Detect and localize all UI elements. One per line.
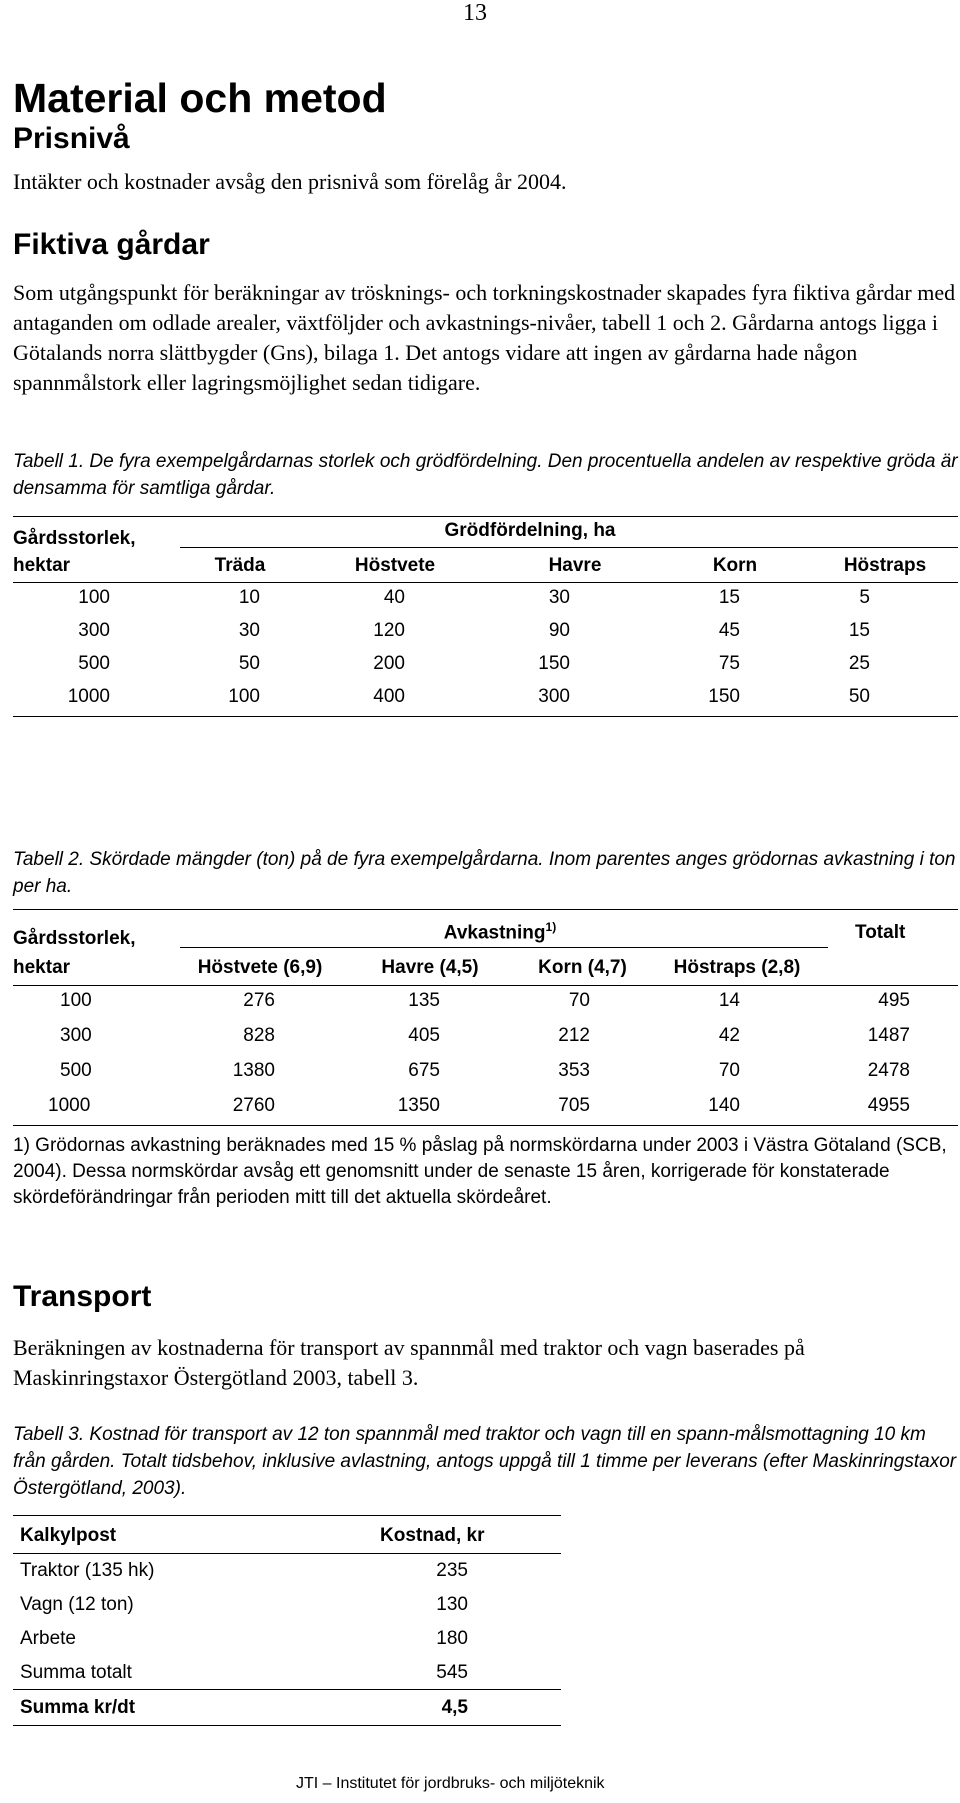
table2-cell: 2760 bbox=[232, 1095, 275, 1116]
table1-cell: 120 bbox=[373, 620, 405, 641]
table1-cell: 10 bbox=[238, 587, 260, 608]
table1-cell: 15 bbox=[848, 620, 870, 641]
page-footer: JTI – Institutet för jordbruks- och miljöteknik bbox=[296, 1775, 605, 1792]
table1-caption: Tabell 1. De fyra exempelgårdarnas storlek och grödfördelning. Den procentuella andelen av respektive gröda är densamma för samtliga gårdar. bbox=[13, 451, 958, 499]
table2-cell: 1350 bbox=[397, 1095, 440, 1116]
table1-cell: 25 bbox=[848, 653, 870, 674]
table3-caption: Tabell 3. Kostnad för transport av 12 ton spannmål med traktor och vagn till en spann-målsmottagning 10 km från gården. Totalt tidsbehov, inklusive avlastning, antogs uppgå till 1 timme per leverans (efter Maskinringstaxor Östergötland, 2003). bbox=[13, 1424, 957, 1499]
table1-cell: 90 bbox=[548, 620, 570, 641]
table2-col-header: Korn (4,7) bbox=[538, 957, 627, 978]
table2-rule-group bbox=[180, 947, 828, 948]
table1-col-header: Höstraps bbox=[843, 555, 927, 576]
table3-rule-top bbox=[13, 1515, 561, 1516]
table1-cell: 5 bbox=[859, 587, 870, 608]
table1-cell: 30 bbox=[548, 587, 570, 608]
table2-cell: 276 bbox=[243, 990, 275, 1011]
table1-cell: 15 bbox=[718, 587, 740, 608]
table3-col-header: Kostnad, kr bbox=[380, 1525, 485, 1546]
table3-col-header: Kalkylpost bbox=[20, 1525, 117, 1546]
section-title-transport: Transport bbox=[13, 1280, 152, 1313]
table3-cell: Vagn (12 ton) bbox=[20, 1594, 134, 1615]
table3-cell-final: Summa kr/dt bbox=[20, 1697, 136, 1718]
table2-caption: Tabell 2. Skördade mängder (ton) på de fyra exempelgårdarna. Inom parentes anges grödornas avkastning i ton per ha. bbox=[13, 849, 956, 897]
table1-cell: 75 bbox=[718, 653, 740, 674]
table2-cell: 705 bbox=[558, 1095, 590, 1116]
table1-cell: 400 bbox=[373, 686, 405, 707]
table2-cell: 1000 bbox=[48, 1095, 91, 1116]
table3-cell: 180 bbox=[436, 1628, 468, 1649]
table1-cell: 50 bbox=[848, 686, 870, 707]
table1-cell: 200 bbox=[373, 653, 405, 674]
table3-cell: Traktor (135 hk) bbox=[20, 1560, 155, 1581]
table2-group-label: Avkastning bbox=[443, 922, 546, 944]
table2-cell: 1380 bbox=[232, 1060, 275, 1081]
table2-cell: 42 bbox=[718, 1025, 740, 1046]
table2-total-header: Totalt bbox=[855, 922, 906, 943]
table2-cell: 140 bbox=[708, 1095, 740, 1116]
table3-cell-final: 4,5 bbox=[441, 1697, 468, 1718]
table1-col-header: Höstvete bbox=[354, 555, 436, 576]
table2-cell: 405 bbox=[408, 1025, 440, 1046]
table2-rowheader-2: hektar bbox=[13, 957, 71, 978]
table2-col-header: Havre (4,5) bbox=[381, 957, 479, 978]
table1-cell: 50 bbox=[238, 653, 260, 674]
section-title-prisniva: Prisnivå bbox=[13, 122, 130, 155]
table1-cell: 150 bbox=[708, 686, 740, 707]
section-title-fiktiva: Fiktiva gårdar bbox=[13, 228, 210, 261]
section-text-fiktiva: Som utgångspunkt för beräkningar av trösknings- och torkningskostnader skapades fyra fiktiva gårdar med antaganden om odlade arealer, växtföljder och avkastnings-nivåer, tabell 1 och 2. Gårdarna antogs ligga i Götalands norra slättbygder (Gns), bilaga 1. Det antogs vidare att ingen av gårdarna hade någon spannmålstork eller lagringsmöjlighet sedan tidigare. bbox=[13, 280, 956, 395]
table2-cell: 70 bbox=[718, 1060, 740, 1081]
page-number: 13 bbox=[463, 0, 487, 26]
table2-cell: 14 bbox=[718, 990, 740, 1011]
page-title: Material och metod bbox=[13, 75, 387, 121]
table2-rule-top bbox=[13, 909, 958, 910]
table2-cell: 135 bbox=[408, 990, 440, 1011]
table1-col-header: Korn bbox=[712, 555, 758, 576]
table2-rowheader-1: Gårdsstorlek, bbox=[13, 928, 136, 949]
table1-cell: 500 bbox=[78, 653, 110, 674]
table1-cell: 150 bbox=[538, 653, 570, 674]
table3-rule-sum bbox=[13, 1689, 561, 1690]
table2-cell: 353 bbox=[558, 1060, 590, 1081]
table2-cell: 212 bbox=[558, 1025, 590, 1046]
section-text-prisniva: Intäkter och kostnader avsåg den prisnivå som förelåg år 2004. bbox=[13, 169, 567, 194]
table2-rule-bottom bbox=[13, 1125, 958, 1126]
table2-footnote: 1) Grödornas avkastning beräknades med 15 % påslag på normskördarna under 2003 i Västra Götaland (SCB, 2004). Dessa normskördar avsåg ett genomsnitt under de senaste 15 åren, korrigerade för konstaterade skördeförändringar från perioden mitt till det aktuella skördeåret. bbox=[13, 1135, 947, 1208]
table3-cell: Arbete bbox=[20, 1628, 76, 1649]
table2-cell: 495 bbox=[878, 990, 910, 1011]
table3-cell: 130 bbox=[436, 1594, 468, 1615]
table1-cell: 30 bbox=[238, 620, 260, 641]
table1-rule-top bbox=[13, 516, 958, 517]
table2-group-header bbox=[400, 920, 600, 944]
table2-cell: 300 bbox=[60, 1025, 92, 1046]
table2-cell: 2478 bbox=[867, 1060, 910, 1081]
table2-cell: 4955 bbox=[867, 1095, 910, 1116]
table1-cell: 100 bbox=[78, 587, 110, 608]
table2-col-header: Höstvete (6,9) bbox=[197, 957, 323, 978]
table1-cell: 1000 bbox=[67, 686, 110, 707]
table1-cell: 100 bbox=[228, 686, 260, 707]
table2-group-footnote-mark: 1) bbox=[545, 920, 557, 934]
table1-rule-bottom bbox=[13, 716, 958, 717]
table3-rule-bottom bbox=[13, 1725, 561, 1726]
table2-cell: 100 bbox=[60, 990, 92, 1011]
table2-rule-mid bbox=[13, 985, 958, 986]
table3-cell: 545 bbox=[436, 1662, 468, 1683]
table1-cell: 300 bbox=[78, 620, 110, 641]
table2-cell: 70 bbox=[568, 990, 590, 1011]
table1-cell: 40 bbox=[383, 587, 405, 608]
table2-cell: 1487 bbox=[867, 1025, 910, 1046]
table1-rowheader-2: hektar bbox=[13, 555, 71, 576]
table2-col-header: Höstraps (2,8) bbox=[673, 957, 801, 978]
table3-cell: Summa totalt bbox=[20, 1662, 132, 1683]
table1-rule-mid bbox=[13, 582, 958, 583]
table1-col-header: Träda bbox=[214, 555, 266, 576]
table1-cell: 45 bbox=[718, 620, 740, 641]
section-text-transport: Beräkningen av kostnaderna för transport av spannmål med traktor och vagn baserades på Maskinringstaxor Östergötland 2003, tabell 3. bbox=[13, 1335, 805, 1390]
table3-rule-mid bbox=[13, 1553, 561, 1554]
table2-cell: 500 bbox=[60, 1060, 92, 1081]
table2-cell: 675 bbox=[408, 1060, 440, 1081]
table2-cell: 828 bbox=[243, 1025, 275, 1046]
table1-col-header: Havre bbox=[548, 555, 602, 576]
table1-group-header: Grödfördelning, ha bbox=[444, 520, 616, 541]
table1-cell: 300 bbox=[538, 686, 570, 707]
table1-rule-group bbox=[180, 547, 958, 548]
table3-cell: 235 bbox=[436, 1560, 468, 1581]
table1-rowheader-1: Gårdsstorlek, bbox=[13, 528, 136, 549]
